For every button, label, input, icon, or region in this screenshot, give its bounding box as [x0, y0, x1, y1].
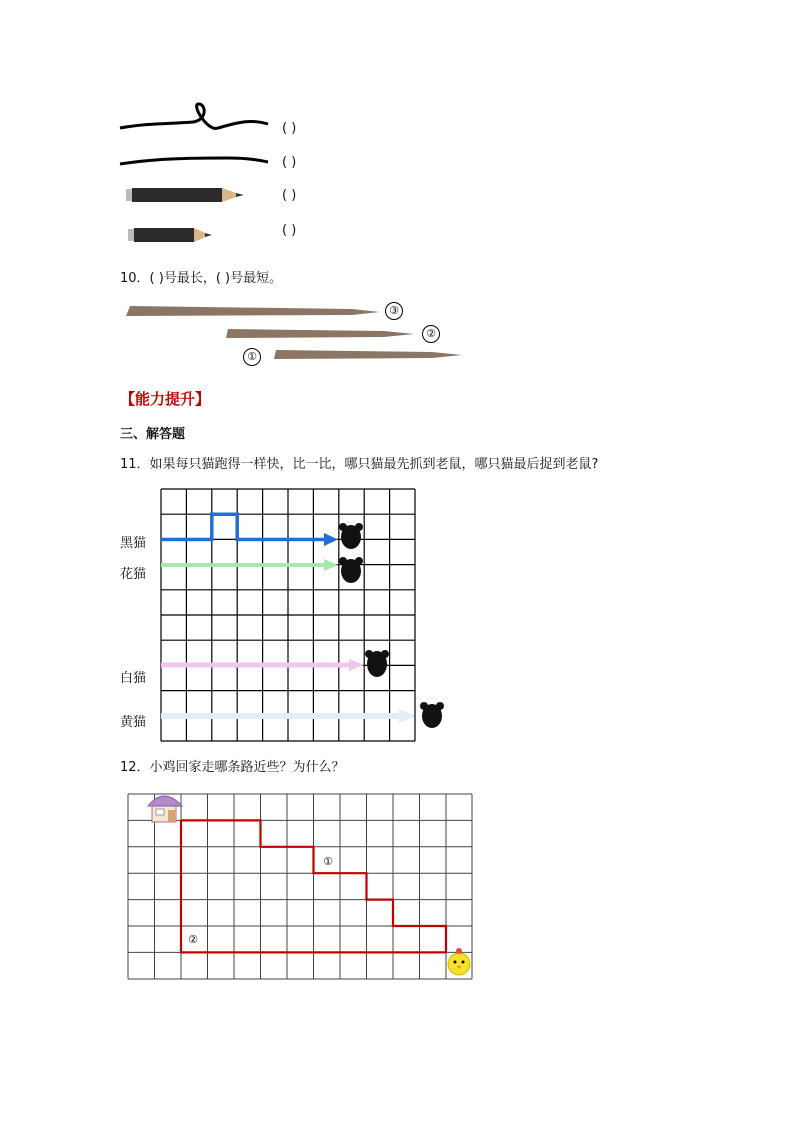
q9-pencil-long-icon [126, 186, 251, 206]
q9-paren-4[interactable]: ( ) [282, 223, 297, 238]
q10-label-1: ① [243, 348, 261, 366]
section-subtitle: 三、解答题 [120, 427, 186, 442]
q12-grid [128, 794, 478, 984]
q10-stick-2 [224, 327, 419, 341]
q11-question: 11．如果每只猫跑得一样快，比一比，哪只猫最先抓到老鼠，哪只猫最后捉到老鼠? [120, 457, 599, 472]
q9-line-wavy [118, 98, 278, 138]
q10-label-2: ② [422, 325, 440, 343]
q11-grid [161, 489, 461, 749]
q12-route-label-1: ① [323, 855, 333, 868]
section-title: 【能力提升】 [120, 390, 211, 408]
q9-paren-1[interactable]: ( ) [282, 121, 297, 136]
q10-label-3: ③ [385, 302, 403, 320]
q9-paren-2[interactable]: ( ) [282, 155, 297, 170]
q11-cat-label-white: 白猫 [120, 671, 147, 686]
q12-route-label-2: ② [188, 933, 198, 946]
mouse-icon [340, 524, 364, 552]
q10-stick-3 [124, 304, 384, 318]
q11-cat-label-yellow: 黄猫 [120, 715, 147, 730]
chick-icon [446, 950, 472, 980]
q9-line-straight [118, 150, 278, 170]
q11-cat-label-black: 黑猫 [120, 536, 147, 551]
q9-paren-3[interactable]: ( ) [282, 188, 297, 203]
q10-question: 10．( )号最长，( )号最短。 [120, 271, 283, 286]
q11-cat-label-flower: 花猫 [120, 567, 147, 582]
q10-stick-1 [272, 348, 467, 362]
q12-question: 12．小鸡回家走哪条路近些？为什么？ [120, 760, 345, 775]
q9-pencil-short-icon [128, 226, 218, 246]
house-icon [148, 790, 182, 822]
